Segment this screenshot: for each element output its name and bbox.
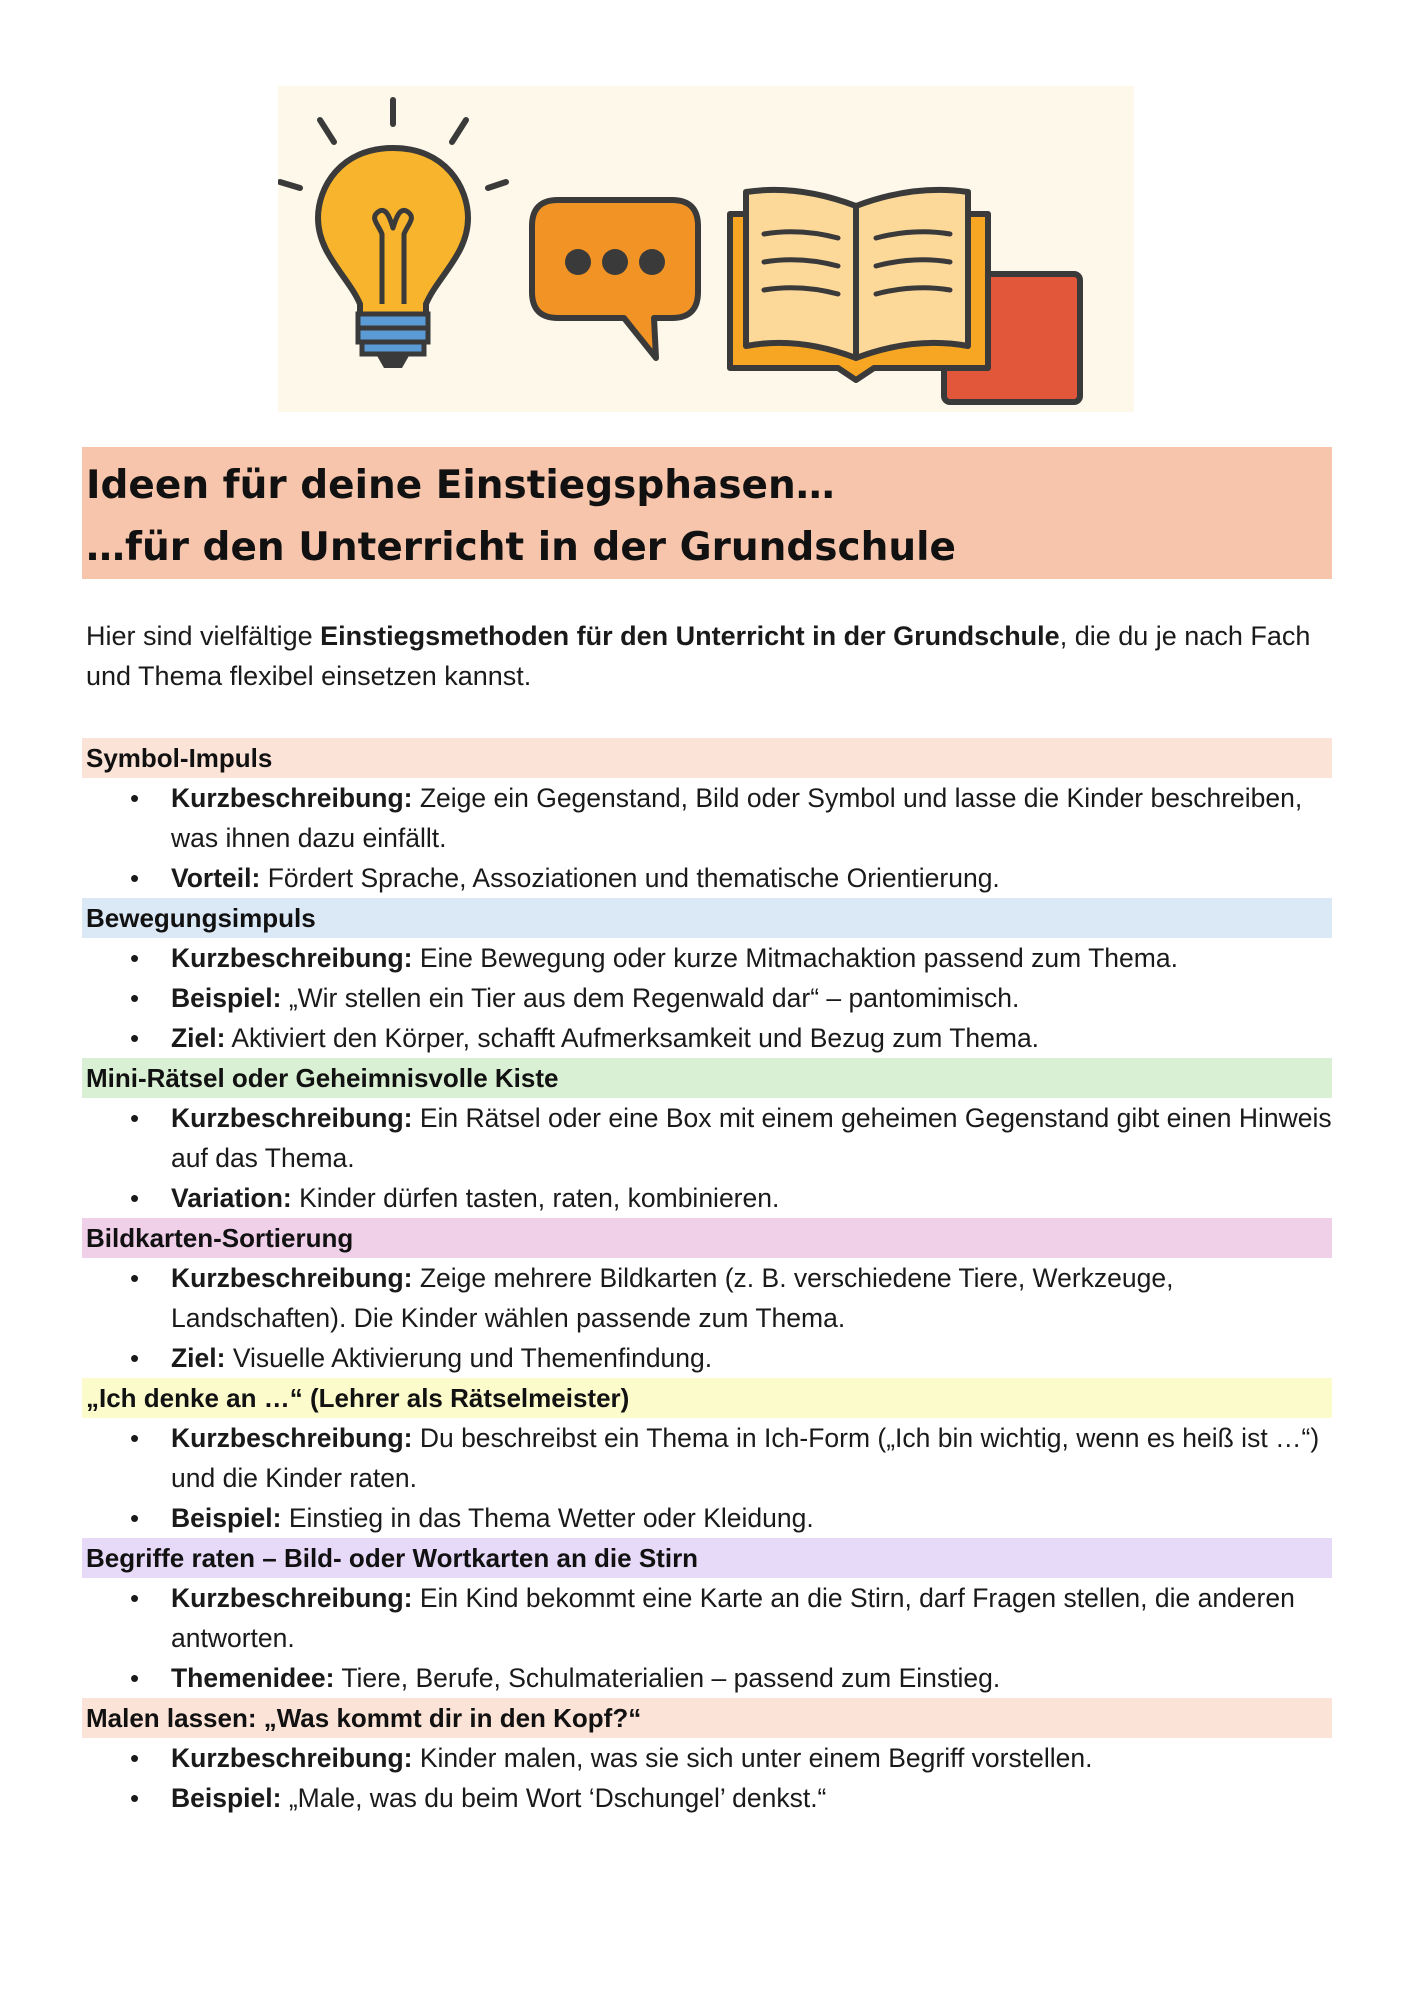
item-label: Kurzbeschreibung: (171, 1103, 413, 1133)
item-text: Einstieg in das Thema Wetter oder Kleidung. (281, 1503, 814, 1533)
bullet-icon: • (130, 1263, 140, 1293)
open-book-icon (730, 190, 1080, 402)
item-label: Themenidee: (171, 1663, 335, 1693)
item-text: Fördert Sprache, Assoziationen und thematische Orientierung. (260, 863, 1000, 893)
list-item (82, 1658, 1332, 1698)
item-text: Kinder malen, was sie sich unter einem Begriff vorstellen. (412, 1743, 1093, 1773)
section-list (82, 1258, 1332, 1378)
intro-paragraph (86, 616, 1336, 696)
item-text: Eine Bewegung oder kurze Mitmachaktion passend zum Thema. (412, 943, 1178, 973)
list-item (82, 1178, 1332, 1218)
section-heading: Mini-Rätsel oder Geheimnisvolle Kiste (82, 1058, 1332, 1098)
bullet-icon: • (130, 1503, 140, 1533)
list-item (82, 1338, 1332, 1378)
item-text: Aktiviert den Körper, schafft Aufmerksamkeit und Bezug zum Thema. (225, 1023, 1040, 1053)
item-label: Beispiel: (171, 1783, 282, 1813)
item-label: Kurzbeschreibung: (171, 1263, 413, 1293)
item-text: Tiere, Berufe, Schulmaterialien – passend zum Einstieg. (334, 1663, 1001, 1693)
item-text: „Male, was du beim Wort ‘Dschungel’ denkst.“ (281, 1783, 827, 1813)
section-heading: Bildkarten-Sortierung (82, 1218, 1332, 1258)
bullet-icon: • (130, 1743, 140, 1773)
bullet-icon: • (130, 863, 140, 893)
item-text: Kinder dürfen tasten, raten, kombinieren. (291, 1183, 780, 1213)
item-text: Visuelle Aktivierung und Themenfindung. (225, 1343, 713, 1373)
list-item (82, 1098, 1332, 1178)
section-list (82, 778, 1332, 898)
list-item (82, 1738, 1332, 1778)
section-heading: „Ich denke an …“ (Lehrer als Rätselmeister) (82, 1378, 1332, 1418)
section-heading: Begriffe raten – Bild- oder Wortkarten an die Stirn (82, 1538, 1332, 1578)
list-item (82, 1018, 1332, 1058)
bullet-icon: • (130, 1183, 140, 1213)
section-list (82, 1098, 1332, 1218)
header-illustration (278, 86, 1134, 412)
bullet-icon: • (130, 1423, 140, 1453)
bullet-icon: • (130, 1663, 140, 1693)
list-item (82, 858, 1332, 898)
bullet-icon: • (130, 1343, 140, 1373)
item-label: Kurzbeschreibung: (171, 783, 413, 813)
list-item (82, 1258, 1332, 1338)
item-label: Ziel: (171, 1023, 226, 1053)
list-item (82, 938, 1332, 978)
item-label: Kurzbeschreibung: (171, 943, 413, 973)
section-list (82, 938, 1332, 1058)
section-heading: Malen lassen: „Was kommt dir in den Kopf?“ (82, 1698, 1332, 1738)
intro-prefix: Hier sind vielfältige (86, 621, 321, 651)
page-title (82, 447, 1332, 579)
bullet-icon: • (130, 1583, 140, 1613)
bullet-icon: • (130, 1103, 140, 1133)
section-heading: Bewegungsimpuls (82, 898, 1332, 938)
item-label: Ziel: (171, 1343, 226, 1373)
lightbulb-body (318, 148, 468, 368)
section-list (82, 1418, 1332, 1538)
method-sections (82, 738, 1332, 1818)
item-text: Du beschreibst ein Thema in Ich-Form („Ich bin wichtig, wenn es heiß ist …“) und die Kinder raten. (171, 1423, 1320, 1493)
title-line-1: Ideen für deine Einstiegsphasen… (86, 463, 835, 508)
bullet-icon: • (130, 983, 140, 1013)
section-list (82, 1738, 1332, 1818)
list-item (82, 1778, 1332, 1818)
list-item (82, 1578, 1332, 1658)
bullet-icon: • (130, 943, 140, 973)
list-item (82, 978, 1332, 1018)
section-list (82, 1578, 1332, 1698)
item-label: Variation: (171, 1183, 292, 1213)
bullet-icon: • (130, 783, 140, 813)
item-label: Beispiel: (171, 983, 282, 1013)
intro-bold: Einstiegsmethoden für den Unterricht in der Grundschule (320, 621, 1060, 651)
item-label: Kurzbeschreibung: (171, 1423, 413, 1453)
list-item (82, 1418, 1332, 1498)
bullet-icon: • (130, 1023, 140, 1053)
item-label: Vorteil: (171, 863, 261, 893)
list-item (82, 1498, 1332, 1538)
bullet-icon: • (130, 1783, 140, 1813)
intro-suffix: , die du je nach Fach und Thema flexibel einsetzen kannst. (86, 621, 1311, 691)
title-line-2: …für den Unterricht in der Grundschule (86, 525, 956, 570)
item-text: Ein Rätsel oder eine Box mit einem geheimen Gegenstand gibt einen Hinweis auf das Thema. (171, 1103, 1332, 1173)
item-label: Kurzbeschreibung: (171, 1583, 413, 1613)
section-heading: Symbol-Impuls (82, 738, 1332, 778)
item-text: Zeige mehrere Bildkarten (z. B. verschiedene Tiere, Werkzeuge, Landschaften). Die Kinder wählen passende zum Thema. (171, 1263, 1174, 1333)
item-text: Ein Kind bekommt eine Karte an die Stirn, darf Fragen stellen, die anderen antworten. (171, 1583, 1295, 1653)
list-item (82, 778, 1332, 858)
item-label: Kurzbeschreibung: (171, 1743, 413, 1773)
item-text: „Wir stellen ein Tier aus dem Regenwald dar“ – pantomimisch. (281, 983, 1020, 1013)
item-text: Zeige ein Gegenstand, Bild oder Symbol und lasse die Kinder beschreiben, was ihnen dazu einfällt. (171, 783, 1303, 853)
item-label: Beispiel: (171, 1503, 282, 1533)
speech-bubble-icon (532, 200, 698, 358)
